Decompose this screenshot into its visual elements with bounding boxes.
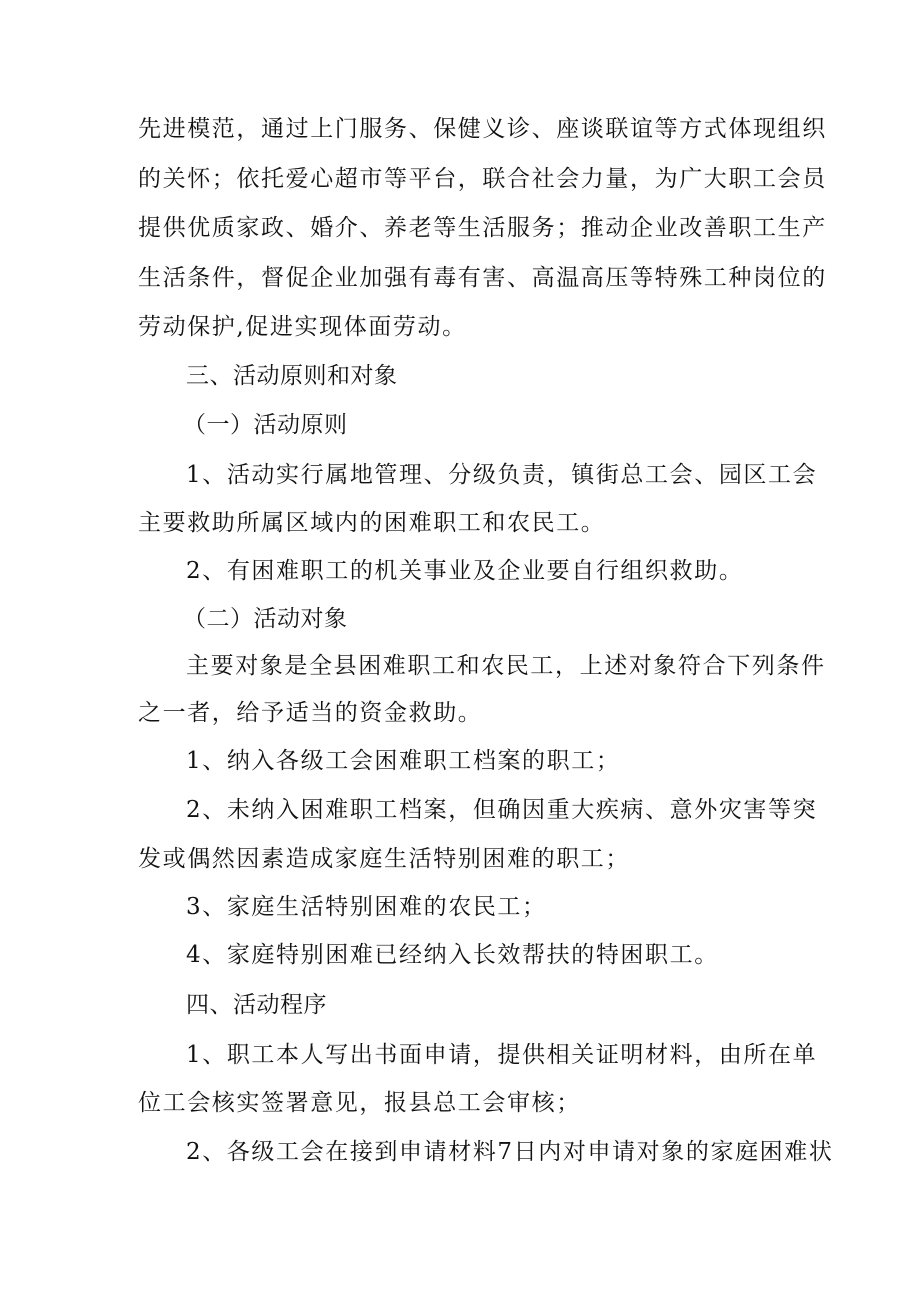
body-text-line: 主要救助所属区域内的困难职工和农民工。 [138,510,606,536]
body-text-line: 发或偶然因素造成家庭生活特别困难的职工； [138,846,630,872]
body-text-line: 的关怀；依托爱心超市等平台，联合社会力量，为广大职工会员 [138,166,827,192]
body-text-line: 1、职工本人写出书面申请，提供相关证明材料，由所在单 [186,1042,818,1068]
body-text-line: 生活条件，督促企业加强有毒有害、高温高压等特殊工种岗位的 [138,265,827,291]
subsection-heading-principles: （一）活动原则 [183,412,348,438]
body-text-line: 先进模范，通过上门服务、保健义诊、座谈联谊等方式体现组织 [138,116,827,142]
body-text-line: 1、活动实行属地管理、分级负责，镇街总工会、园区工会 [186,462,818,488]
body-text-line: 提供优质家政、婚介、养老等生活服务；推动企业改善职工生产 [138,215,827,241]
section-heading-4: 四、活动程序 [186,992,327,1018]
body-text-line: 2、有困难职工的机关事业及企业要自行组织救助。 [186,558,744,584]
section-heading-3: 三、活动原则和对象 [186,363,398,389]
body-text-line: 位工会核实签署意见，报县总工会审核； [138,1090,581,1116]
subsection-heading-targets: （二）活动对象 [183,606,348,632]
body-text-line: 2、未纳入困难职工档案，但确因重大疾病、意外灾害等突 [186,797,818,823]
body-text-line: 主要对象是全县困难职工和农民工，上述对象符合下列条件 [186,653,826,679]
body-text-line: 2、各级工会在接到申请材料7日内对申请对象的家庭困难状 [186,1139,834,1165]
body-text-line: 之一者，给予适当的资金救助。 [138,700,483,726]
body-text-line: 1、纳入各级工会困难职工档案的职工； [186,748,621,774]
body-text-line: 4、家庭特别困难已经纳入长效帮扶的特困职工。 [186,942,719,968]
body-text-line: 3、家庭生活特别困难的农民工； [186,894,547,920]
body-text-line: 劳动保护,促进实现体面劳动。 [138,314,467,340]
